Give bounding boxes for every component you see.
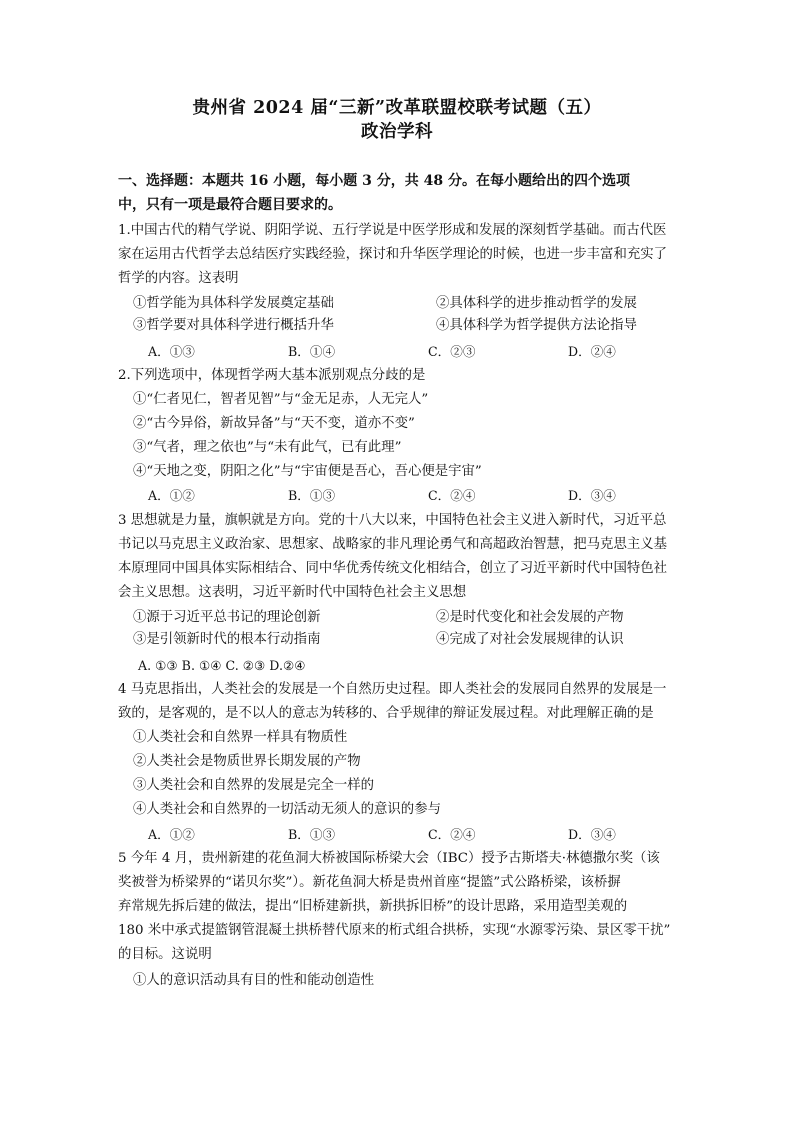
question-1-option: ④具体科学为哲学提供方法论指导 xyxy=(436,318,637,333)
question-4-answer: B．①③ xyxy=(288,827,336,842)
question-5-stem: 的目标。这说明 xyxy=(118,947,212,962)
question-3-option: ③是引领新时代的根本行动指南 xyxy=(133,632,321,647)
question-2-answer: B．①③ xyxy=(288,488,336,503)
question-2-option: ②“古今异俗，新故异备”与“天不变，道亦不变” xyxy=(133,416,415,431)
question-3-answers: A. ①③ B. ①④ C. ②③ D.②④ xyxy=(138,658,306,673)
question-4-answer: D．③④ xyxy=(568,827,616,842)
question-5-option: ①人的意识活动具有目的性和能动创造性 xyxy=(133,973,375,988)
exam-title: 贵州省 2024 届“三新”改革联盟校联考试题（五） xyxy=(192,98,602,118)
question-4-answer: A．①② xyxy=(148,827,195,842)
question-1-stem: 哲学的内容。这表明 xyxy=(118,271,239,286)
question-4-answer: C．②④ xyxy=(428,827,476,842)
question-3-option: ②是时代变化和社会发展的产物 xyxy=(436,610,624,625)
question-4-stem: 4 马克思指出，人类社会的发展是一个自然历史过程。即人类社会的发展同自然界的发展是一 xyxy=(118,682,667,697)
question-1-answer: B．①④ xyxy=(288,344,336,359)
question-2-option: ③“气者，理之依也”与“未有此气，已有此理” xyxy=(133,440,402,455)
question-2-answer: C．②④ xyxy=(428,488,476,503)
question-3-stem: 3 思想就是力量，旗帜就是方向。党的十八大以来，中国特色社会主义进入新时代，习近平总 xyxy=(118,513,667,528)
question-5-stem: 弃常规先拆后建的做法，提出“旧桥建新拱，新拱拆旧桥”的设计思路，采用造型美观的 xyxy=(118,899,628,914)
question-2-option: ①“仁者见仁，智者见智”与“金无足赤，人无完人” xyxy=(133,392,429,407)
question-1-option: ②具体科学的进步推动哲学的发展 xyxy=(436,296,637,311)
question-2-answer: A．①② xyxy=(148,488,195,503)
question-5-stem: 180 米中承式提篮钢管混凝土拱桥替代原来的桁式组合拱桥，实现“水源零污染、景区零干扰” xyxy=(118,923,671,938)
question-3-stem: 会主义思想。这表明，习近平新时代中国特色社会主义思想 xyxy=(118,585,467,600)
question-2-option: ④“天地之变，阴阳之化”与“宇宙便是吾心，吾心便是宇宙” xyxy=(133,464,482,479)
question-4-option: ④人类社会和自然界的一切活动无须人的意识的参与 xyxy=(133,802,441,817)
question-1-answer: D．②④ xyxy=(568,344,616,359)
question-3-stem: 本原理同中国具体实际相结合、同中华优秀传统文化相结合，创立了习近平新时代中国特色社 xyxy=(118,561,668,576)
exam-subject: 政治学科 xyxy=(361,122,433,142)
question-4-option: ①人类社会和自然界一样具有物质性 xyxy=(133,730,348,745)
question-4-stem: 致的，是客观的，是不以人的意志为转移的、合乎规律的辩证发展过程。对此理解正确的是 xyxy=(118,706,654,721)
question-5-stem: 奖被誉为桥梁界的“诺贝尔奖”）。新花鱼洞大桥是贵州首座“提篮”式公路桥梁，该桥摒 xyxy=(118,875,621,890)
question-3-option: ①源于习近平总书记的理论创新 xyxy=(133,610,321,625)
question-5-stem: 5 今年 4 月，贵州新建的花鱼洞大桥被国际桥梁大会（IBC）授予古斯塔夫·林德撒尔奖（该 xyxy=(118,851,660,866)
question-1-answer: C．②③ xyxy=(428,344,476,359)
question-3-stem: 书记以马克思主义政治家、思想家、战略家的非凡理论勇气和高超政治智慧，把马克思主义基 xyxy=(118,537,668,552)
question-1-stem: 1.中国古代的精气学说、阴阳学说、五行学说是中医学形成和发展的深刻哲学基础。而古代医 xyxy=(118,223,667,238)
question-1-option: ①哲学能为具体科学发展奠定基础 xyxy=(133,296,334,311)
question-4-option: ②人类社会是物质世界长期发展的产物 xyxy=(133,754,361,769)
question-2-stem: 2.下列选项中，体现哲学两大基本派别观点分歧的是 xyxy=(118,368,426,383)
question-4-option: ③人类社会和自然界的发展是完全一样的 xyxy=(133,778,375,793)
question-1-option: ③哲学要对具体科学进行概括升华 xyxy=(133,318,334,333)
question-2-answer: D．③④ xyxy=(568,488,616,503)
section-instruction: 中，只有一项是最符合题目要求的。 xyxy=(118,197,342,213)
question-1-stem: 家在运用古代哲学去总结医疗实践经验，探讨和升华医学理论的时候，也进一步丰富和充实了 xyxy=(118,247,668,262)
question-1-answer: A．①③ xyxy=(148,344,195,359)
section-instruction: 一、选择题：本题共 16 小题，每小题 3 分，共 48 分。在每小题给出的四个选项 xyxy=(118,173,630,189)
question-3-option: ④完成了对社会发展规律的认识 xyxy=(436,632,624,647)
